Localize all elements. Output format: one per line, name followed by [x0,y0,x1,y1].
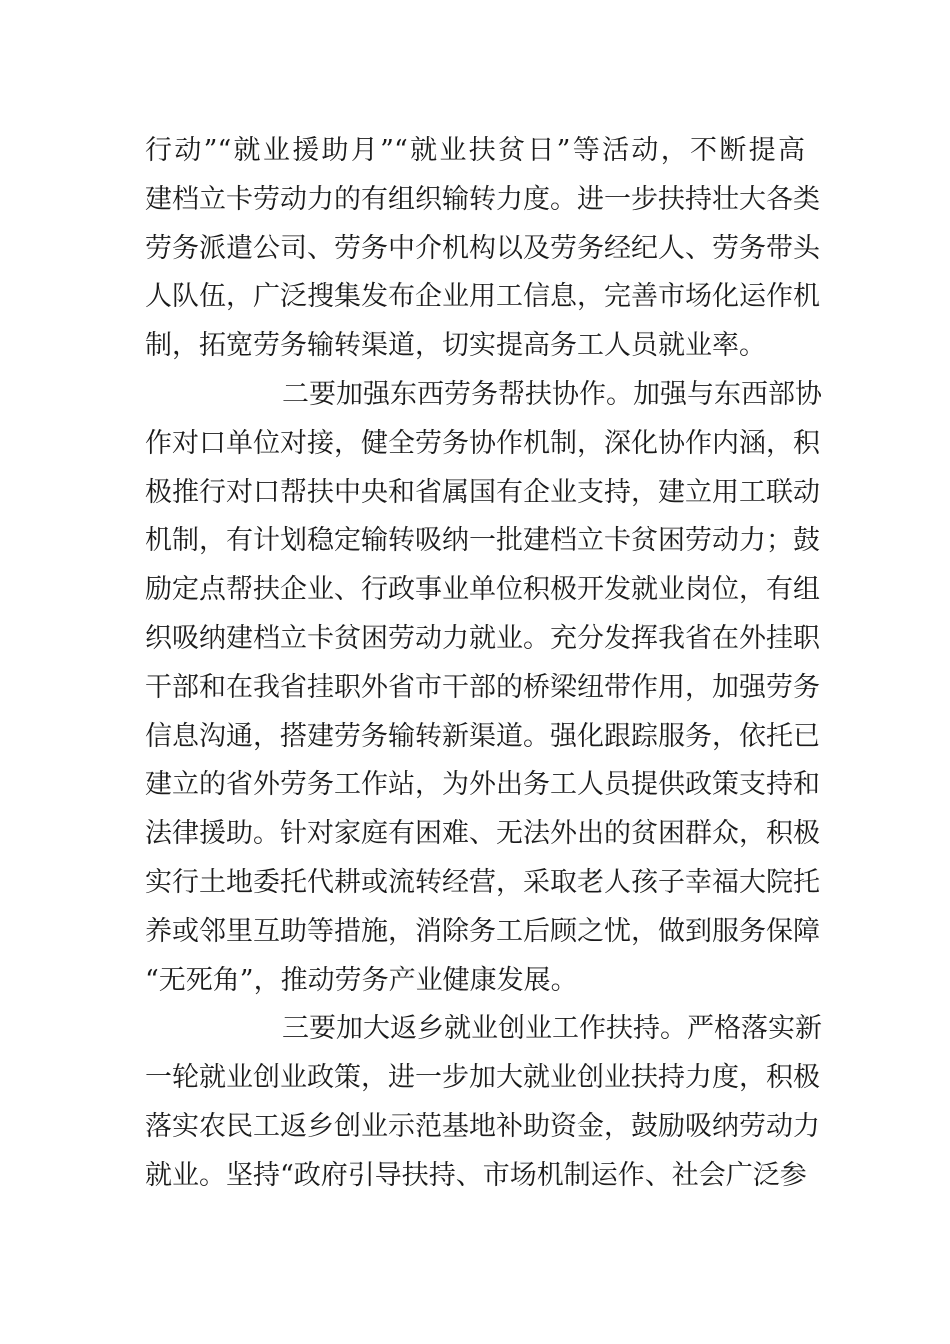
paragraph-end-line: “无死角”，推动劳务产业健康发展。 [145,964,578,996]
text-line: 实行土地委托代耕或流转经营，采取老人孩子幸福大院托 [145,866,820,898]
document-body [145,127,822,1201]
text-line: 极推行对口帮扶中央和省属国有企业支持，建立用工联动 [145,476,820,508]
text-line: 建档立卡劳动力的有组织输转力度。进一步扶持壮大各类 [145,183,820,215]
text-line: 落实农民工返乡创业示范基地补助资金，鼓励吸纳劳动力 [145,1110,820,1142]
text-line: 机制，有计划稳定输转吸纳一批建档立卡贫困劳动力；鼓 [145,525,820,557]
text-line: 人队伍，广泛搜集发布企业用工信息，完善市场化运作机 [145,281,820,313]
section-heading-line: 二要加强东西劳务帮扶协作。加强与东西部协 [282,378,822,410]
text-line: 劳务派遣公司、劳务中介机构以及劳务经纪人、劳务带头 [145,232,820,264]
text-line: 法律援助。针对家庭有困难、无法外出的贫困群众，积极 [145,818,820,850]
text-line: 干部和在我省挂职外省市干部的桥梁纽带作用，加强劳务 [145,671,820,703]
text-line: 行动”“就业援助月”“就业扶贫日”等活动，不断提高 [145,135,805,166]
text-line: 作对口单位对接，健全劳务协作机制，深化协作内涵，积 [145,427,820,459]
text-line: 一轮就业创业政策，进一步加大就业创业扶持力度，积极 [145,1062,820,1094]
paragraph-end-line: 制，拓宽劳务输转渠道，切实提高务工人员就业率。 [145,330,766,362]
text-line: 就业。坚持“政府引导扶持、市场机制运作、社会广泛参 [145,1159,807,1191]
text-line: 建立的省外劳务工作站，为外出务工人员提供政策支持和 [145,769,820,801]
text-line: 励定点帮扶企业、行政事业单位积极开发就业岗位，有组 [145,574,820,606]
section-heading-line: 三要加大返乡就业创业工作扶持。严格落实新 [282,1013,822,1045]
text-line: 信息沟通，搭建劳务输转新渠道。强化跟踪服务，依托已 [145,720,820,752]
text-line: 织吸纳建档立卡贫困劳动力就业。充分发挥我省在外挂职 [145,622,820,654]
text-line: 养或邻里互助等措施，消除务工后顾之忧，做到服务保障 [145,915,820,947]
